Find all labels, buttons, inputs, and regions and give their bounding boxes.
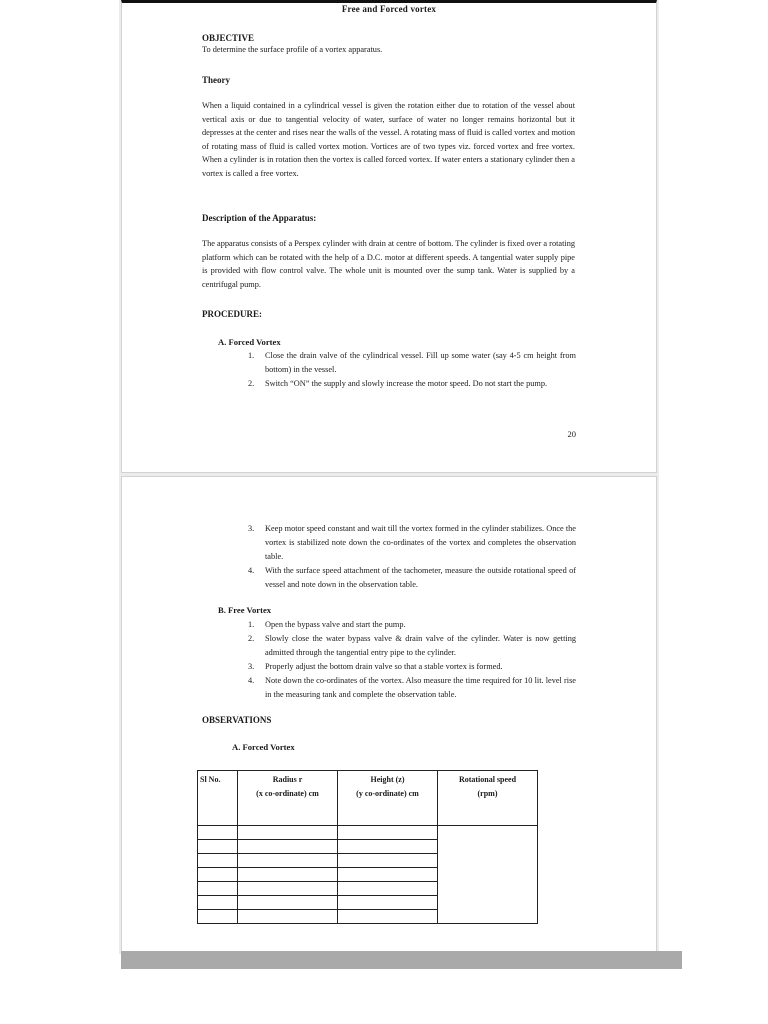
- col-height: Height (z) (y co-ordinate) cm: [338, 771, 438, 826]
- document-page-1: [121, 0, 657, 473]
- table-cell: [338, 868, 438, 882]
- table-cell: [238, 868, 338, 882]
- table-header-row: [198, 771, 538, 826]
- table-cell: [198, 868, 238, 882]
- table-cell: [338, 854, 438, 868]
- theory-heading: Theory: [202, 75, 230, 85]
- list-item: 3. Keep motor speed constant and wait till the vortex formed in the cylinder stabilizes. Once the vortex is stabilized note down the co-ordinates of the vortex and completes the observation table.: [248, 524, 576, 561]
- free-vortex-steps: [248, 618, 576, 702]
- list-item: 4. Note down the co-ordinates of the vortex. Also measure the time required for 10 lit. level rise in the measuring tank and complete the observation table.: [248, 676, 576, 699]
- observations-heading: OBSERVATIONS: [202, 715, 272, 725]
- document-page-2: [121, 476, 657, 952]
- table-cell: [338, 896, 438, 910]
- table-cell: [198, 826, 238, 840]
- list-item: 4. With the surface speed attachment of the tachometer, measure the outside rotational speed of vessel and note down in the observation table.: [248, 566, 576, 589]
- list-item: 1. Close the drain valve of the cylindrical vessel. Fill up some water (say 4-5 cm height from bottom) in the vessel.: [248, 351, 576, 374]
- table-cell: [198, 910, 238, 924]
- observation-table-body: [198, 826, 538, 924]
- table-cell: [198, 840, 238, 854]
- table-cell: [198, 882, 238, 896]
- viewer-bottom-bar: [121, 951, 682, 969]
- obs-forced-vortex-heading: A. Forced Vortex: [232, 742, 295, 752]
- procedure-heading: PROCEDURE:: [202, 309, 262, 319]
- table-cell: [338, 826, 438, 840]
- forced-vortex-heading: A. Forced Vortex: [218, 337, 281, 347]
- forced-vortex-steps: [248, 349, 576, 391]
- col-sl-no: Sl No.: [198, 771, 238, 826]
- col-rotational-speed: Rotational speed (rpm): [438, 771, 538, 826]
- list-item: 1. Open the bypass valve and start the pump.: [248, 620, 406, 629]
- objective-heading: OBJECTIVE: [202, 33, 255, 43]
- table-cell: [238, 826, 338, 840]
- list-item: 2. Slowly close the water bypass valve & drain valve of the cylinder. Water is now getting admitted through the tangential entry pipe to the cylinder.: [248, 634, 576, 657]
- table-cell-rotational-speed: [438, 826, 538, 924]
- list-item: 2. Switch “ON” the supply and slowly increase the motor speed. Do not start the pump.: [248, 379, 548, 388]
- objective-text: To determine the surface profile of a vortex apparatus.: [202, 45, 383, 54]
- theory-paragraph: When a liquid contained in a cylindrical vessel is given the rotation either due to rotation of the vessel about vertical axis or due to tangential velocity of water, surface of water no longer remains horizontal but it depresses at the center and rises near the walls of the vessel. A rotating mass of fluid is called vortex and motion of rotating mass of fluid is called vortex motion. Vortices are of two types viz. forced vortex and free vortex. When a cylinder is in rotation then the vortex is called forced vortex. If water enters a stationary cylinder then a vortex is called a free vortex.: [202, 101, 575, 178]
- forced-vortex-steps-continued: [248, 522, 576, 592]
- table-cell: [238, 840, 338, 854]
- observation-table: [197, 770, 538, 924]
- page-number: 20: [567, 429, 576, 439]
- table-cell: [198, 896, 238, 910]
- table-cell: [198, 854, 238, 868]
- table-row: [198, 826, 538, 840]
- table-cell: [238, 854, 338, 868]
- table-cell: [238, 910, 338, 924]
- apparatus-paragraph: The apparatus consists of a Perspex cylinder with drain at centre of bottom. The cylinder is fixed over a rotating platform which can be rotated with the help of a D.C. motor at different speeds. A tangential water supply pipe is provided with flow control valve. The whole unit is mounted over the sump tank. Water is supplied by a centrifugal pump.: [202, 239, 575, 289]
- col-radius: Radius r (x co-ordinate) cm: [238, 771, 338, 826]
- table-cell: [338, 882, 438, 896]
- table-cell: [238, 896, 338, 910]
- apparatus-heading: Description of the Apparatus:: [202, 213, 317, 223]
- table-cell: [338, 840, 438, 854]
- free-vortex-heading: B. Free Vortex: [218, 605, 272, 615]
- table-cell: [238, 882, 338, 896]
- list-item: 3. Properly adjust the bottom drain valve so that a stable vortex is formed.: [248, 662, 503, 671]
- page-header-title: Free and Forced vortex: [341, 4, 437, 14]
- table-cell: [338, 910, 438, 924]
